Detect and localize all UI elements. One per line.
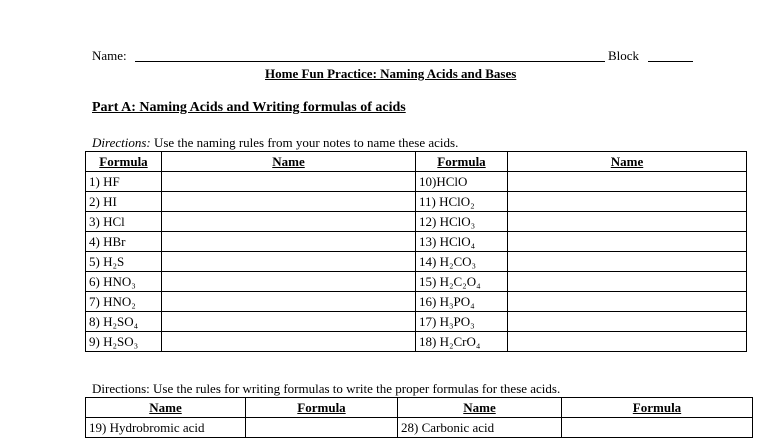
formula-cell: 9) H₂SO₃ bbox=[86, 332, 162, 352]
acid-name-cell: 28) Carbonic acid bbox=[398, 418, 562, 438]
name-answer-cell[interactable] bbox=[508, 252, 747, 272]
directions-text: Use the naming rules from your notes to name these acids. bbox=[150, 135, 459, 150]
col-header-formula-left: Formula bbox=[246, 398, 398, 418]
name-answer-cell[interactable] bbox=[508, 292, 747, 312]
col-header-formula-left: Formula bbox=[86, 152, 162, 172]
part-a-directions bbox=[92, 135, 458, 151]
formula-cell: 2) HI bbox=[86, 192, 162, 212]
acid-naming-table bbox=[85, 151, 747, 352]
formula-cell: 14) H₂CO₃ bbox=[416, 252, 508, 272]
col-header-name-right: Name bbox=[398, 398, 562, 418]
name-answer-cell[interactable] bbox=[508, 272, 747, 292]
acid-name-cell: 19) Hydrobromic acid bbox=[86, 418, 246, 438]
name-blank-line[interactable] bbox=[135, 61, 605, 62]
formula-cell: 8) H₂SO₄ bbox=[86, 312, 162, 332]
formula-answer-cell[interactable] bbox=[562, 418, 753, 438]
name-answer-cell[interactable] bbox=[162, 172, 416, 192]
table-row bbox=[86, 232, 747, 252]
name-answer-cell[interactable] bbox=[162, 292, 416, 312]
formula-cell: 7) HNO₂ bbox=[86, 292, 162, 312]
formula-cell: 3) HCl bbox=[86, 212, 162, 232]
block-blank-line[interactable] bbox=[648, 61, 693, 62]
table-row bbox=[86, 272, 747, 292]
formula-writing-table bbox=[85, 397, 753, 438]
table-row bbox=[86, 292, 747, 312]
formula-cell: 13) HClO₄ bbox=[416, 232, 508, 252]
block-label: Block bbox=[608, 48, 640, 63]
formula-cell: 15) H₂C₂O₄ bbox=[416, 272, 508, 292]
formula-cell: 10)HClO bbox=[416, 172, 508, 192]
table-row bbox=[86, 418, 753, 438]
name-answer-cell[interactable] bbox=[508, 192, 747, 212]
table-row bbox=[86, 172, 747, 192]
table-row bbox=[86, 332, 747, 352]
formula-cell: 12) HClO₃ bbox=[416, 212, 508, 232]
formula-cell: 16) H₃PO₄ bbox=[416, 292, 508, 312]
directions-italic: Directions: bbox=[92, 135, 151, 150]
formula-cell: 17) H₃PO₃ bbox=[416, 312, 508, 332]
name-label: Name: bbox=[92, 48, 127, 63]
col-header-name-right: Name bbox=[508, 152, 747, 172]
part-b-directions: Directions: Use the rules for writing formulas to write the proper formulas for these acids. bbox=[92, 381, 561, 396]
name-answer-cell[interactable] bbox=[508, 332, 747, 352]
formula-cell: 4) HBr bbox=[86, 232, 162, 252]
name-answer-cell[interactable] bbox=[162, 312, 416, 332]
name-answer-cell[interactable] bbox=[508, 312, 747, 332]
name-answer-cell[interactable] bbox=[508, 212, 747, 232]
name-answer-cell[interactable] bbox=[162, 332, 416, 352]
table-row bbox=[86, 212, 747, 232]
table-row bbox=[86, 312, 747, 332]
name-answer-cell[interactable] bbox=[162, 252, 416, 272]
name-answer-cell[interactable] bbox=[162, 232, 416, 252]
formula-cell: 1) HF bbox=[86, 172, 162, 192]
name-answer-cell[interactable] bbox=[162, 272, 416, 292]
part-a-heading: Part A: Naming Acids and Writing formulas of acids bbox=[92, 100, 406, 115]
col-header-formula-right: Formula bbox=[562, 398, 753, 418]
formula-cell: 11) HClO₂ bbox=[416, 192, 508, 212]
worksheet-title: Home Fun Practice: Naming Acids and Bases bbox=[265, 66, 517, 81]
name-answer-cell[interactable] bbox=[162, 212, 416, 232]
name-answer-cell[interactable] bbox=[508, 172, 747, 192]
formula-answer-cell[interactable] bbox=[246, 418, 398, 438]
col-header-formula-right: Formula bbox=[416, 152, 508, 172]
name-answer-cell[interactable] bbox=[508, 232, 747, 252]
formula-cell: 18) H₂CrO₄ bbox=[416, 332, 508, 352]
formula-cell: 5) H₂S bbox=[86, 252, 162, 272]
formula-cell: 6) HNO₃ bbox=[86, 272, 162, 292]
table-row bbox=[86, 192, 747, 212]
col-header-name-left: Name bbox=[86, 398, 246, 418]
name-answer-cell[interactable] bbox=[162, 192, 416, 212]
table-row bbox=[86, 252, 747, 272]
col-header-name-left: Name bbox=[162, 152, 416, 172]
